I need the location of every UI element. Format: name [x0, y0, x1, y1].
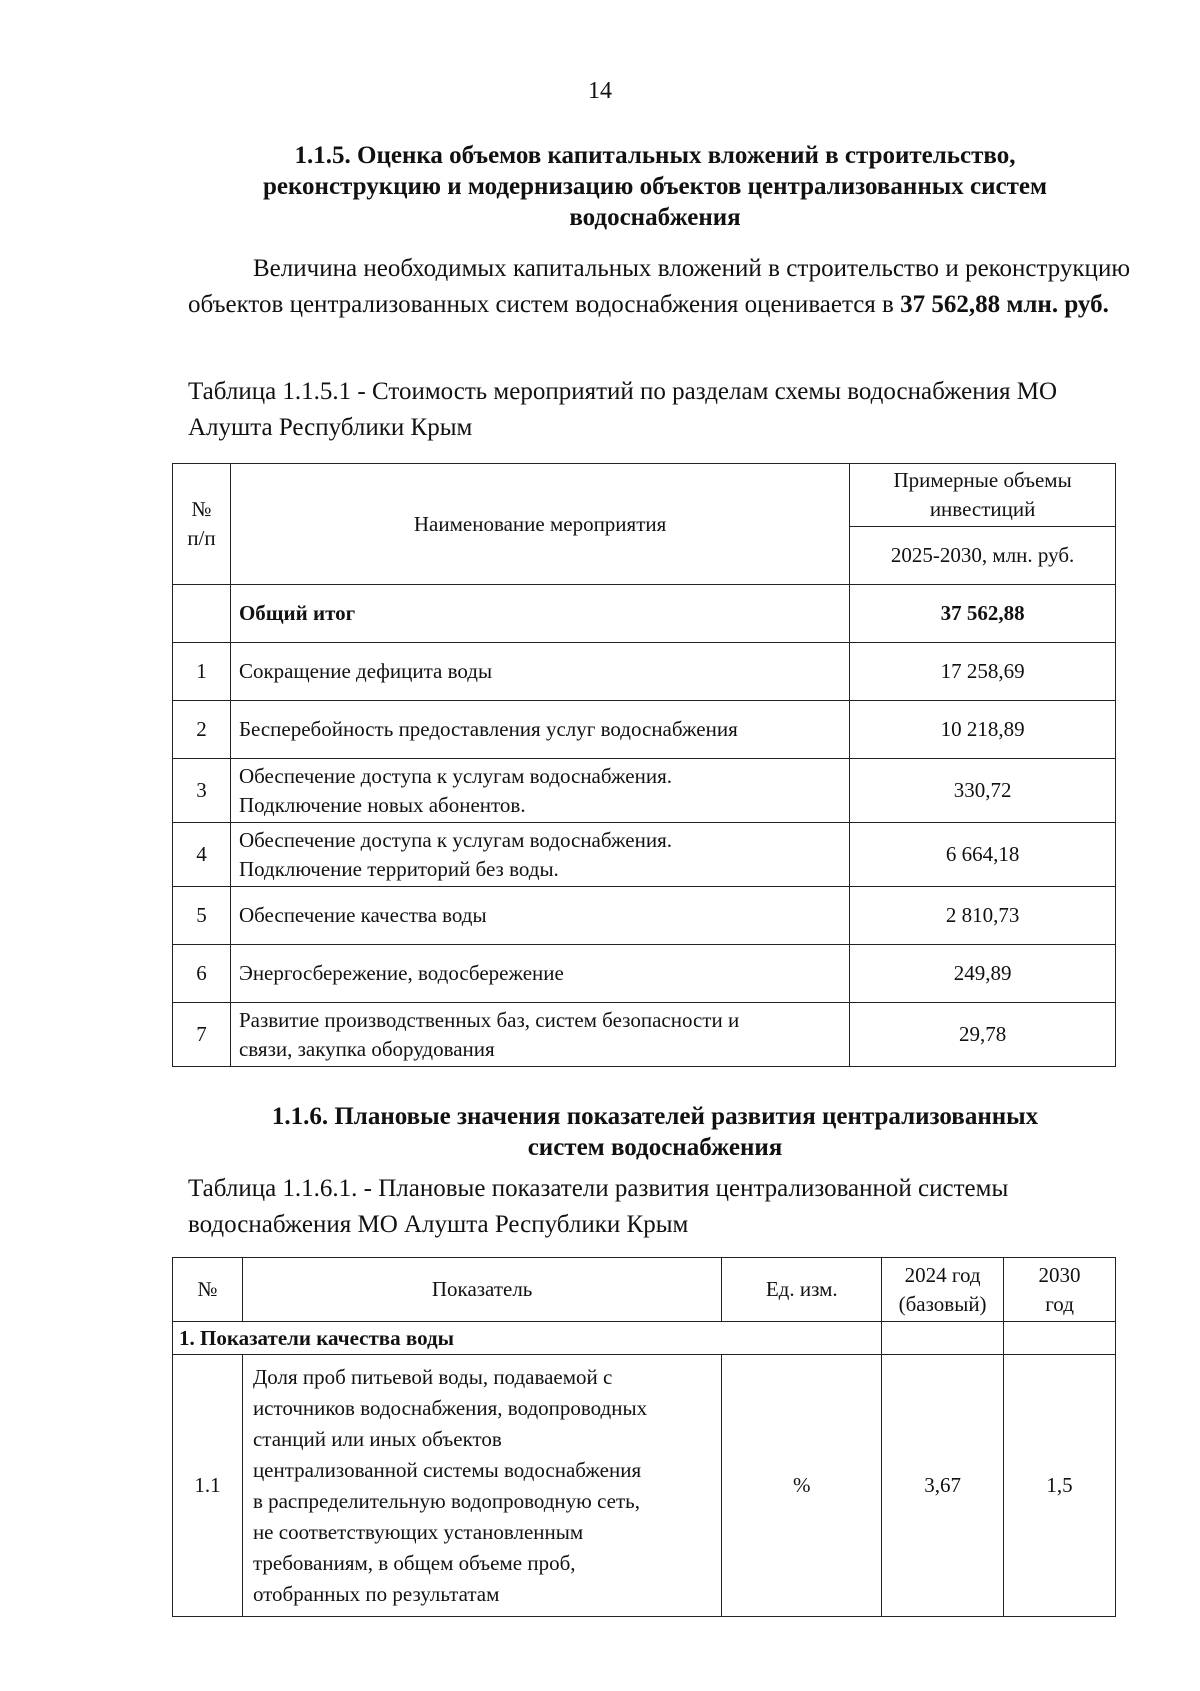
page-number: 14 [588, 78, 612, 104]
row-name: Обеспечение качества воды [230, 887, 849, 945]
table-caption-1-1-6-1: Таблица 1.1.6.1. - Плановые показатели развития централизованной системы водоснабжения МО Алушта Республики Крым [188, 1175, 1009, 1238]
header-unit: Ед. изм. [722, 1258, 882, 1322]
row-name: Бесперебойность предоставления услуг водоснабжения [230, 701, 849, 759]
header-2030 [1004, 1258, 1116, 1322]
row-name-line: Развитие производственных баз, систем безопасности и [238, 1007, 740, 1032]
indicator-line: источников водоснабжения, водопроводных [252, 1395, 648, 1420]
heading-line: 1.1.5. Оценка объемов капитальных вложений в строительство, [294, 142, 1016, 169]
row-value-2030: 1,5 [1004, 1355, 1116, 1617]
row-name [230, 759, 849, 823]
investment-amount: 37 562,88 млн. руб. [900, 291, 1109, 318]
row-name: Энергосбережение, водосбережение [230, 945, 849, 1003]
table-row [173, 823, 1116, 887]
row-name [230, 823, 849, 887]
header-period: 2025-2030, млн. руб. [850, 527, 1116, 585]
row-name-line: Обеспечение доступа к услугам водоснабжения. [238, 827, 672, 852]
row-number: 1 [173, 643, 231, 701]
table-row [173, 887, 1116, 945]
total-value: 37 562,88 [850, 585, 1116, 643]
row-value-2024: 3,67 [882, 1355, 1004, 1617]
row-value: 2 810,73 [850, 887, 1116, 945]
row-number: 7 [173, 1003, 231, 1067]
header-2024-line: 2024 год [904, 1262, 981, 1287]
row-name-line: связи, закупка оборудования [238, 1036, 495, 1061]
header-indicator: Показатель [242, 1258, 721, 1322]
capital-investment-paragraph [188, 251, 1130, 323]
header-2024-line: (базовый) [898, 1291, 987, 1316]
header-number: № [173, 1258, 243, 1322]
heading-line: реконструкцию и модернизацию объектов централизованных систем [262, 173, 1048, 200]
row-value: 10 218,89 [850, 701, 1116, 759]
row-name-line: Подключение новых абонентов. [238, 792, 526, 817]
indicator-line: отобранных по результатам [252, 1581, 500, 1606]
table-caption-1-1-5-1: Таблица 1.1.5.1 - Стоимость мероприятий по разделам схемы водоснабжения МО Алушта Республики Крым [188, 378, 1058, 441]
row-value: 17 258,69 [850, 643, 1116, 701]
table-row [173, 759, 1116, 823]
table-row [173, 701, 1116, 759]
row-indicator-text [242, 1355, 721, 1617]
table-row [173, 1003, 1116, 1067]
row-unit: % [722, 1355, 882, 1617]
total-label: Общий итог [230, 585, 849, 643]
row-value: 249,89 [850, 945, 1116, 1003]
group-row [173, 1322, 1116, 1355]
table-row [173, 945, 1116, 1003]
row-number: 6 [173, 945, 231, 1003]
investment-table [172, 463, 1116, 1067]
table-row [173, 643, 1116, 701]
row-number: 5 [173, 887, 231, 945]
row-number: 3 [173, 759, 231, 823]
table-row-total [173, 585, 1116, 643]
row-value: 6 664,18 [850, 823, 1116, 887]
header-2024 [882, 1258, 1004, 1322]
paragraph-text: Величина необходимых капитальных вложений в строительство и реконструкцию объектов централизованных систем водоснабжения оценивается в [188, 255, 1130, 318]
row-number: 4 [173, 823, 231, 887]
row-name: Сокращение дефицита воды [230, 643, 849, 701]
indicator-line: в распределительную водопроводную сеть, [252, 1488, 641, 1513]
indicator-line: станций или иных объектов [252, 1426, 502, 1451]
row-name-line: Обеспечение доступа к услугам водоснабжения. [238, 763, 672, 788]
row-value: 330,72 [850, 759, 1116, 823]
header-2030-line: год [1045, 1291, 1074, 1316]
header-investment: Примерные объемы инвестиций [850, 464, 1116, 527]
row-number: 2 [173, 701, 231, 759]
indicator-line: не соответствующих установленным [252, 1519, 584, 1544]
row-number: 1.1 [173, 1355, 243, 1617]
header-2030-line: 2030 [1038, 1262, 1081, 1287]
row-name-line: Подключение территорий без воды. [238, 856, 559, 881]
header-measure-name: Наименование мероприятия [230, 464, 849, 585]
indicator-line: Доля проб питьевой воды, подаваемой с [252, 1364, 613, 1389]
heading-line: водоснабжения [569, 204, 741, 231]
heading-line: систем водоснабжения [527, 1134, 783, 1161]
row-value: 29,78 [850, 1003, 1116, 1067]
indicator-line: требованиям, в общем объеме проб, [252, 1550, 576, 1575]
section-heading-1-1-6 [180, 1101, 1130, 1163]
section-heading-1-1-5 [180, 140, 1130, 233]
indicators-table [172, 1257, 1116, 1617]
heading-line: 1.1.6. Плановые значения показателей развития централизованных [271, 1103, 1039, 1130]
group-label: 1. Показатели качества воды [173, 1322, 882, 1355]
row-name [230, 1003, 849, 1067]
table-row [173, 1355, 1116, 1617]
header-number: № п/п [173, 464, 231, 585]
indicator-line: централизованной системы водоснабжения [252, 1457, 642, 1482]
